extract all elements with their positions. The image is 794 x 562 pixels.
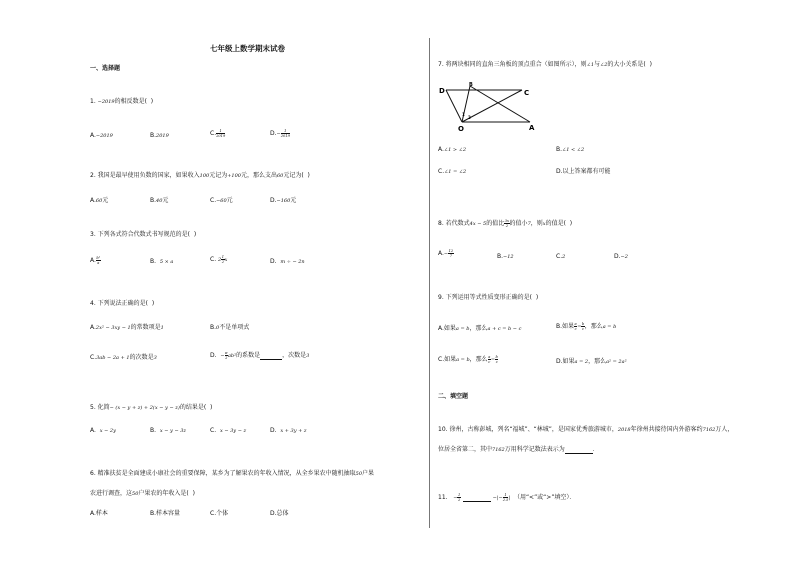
q8-option-c: C.2	[556, 253, 566, 260]
fig-label-angle-2: 2	[468, 115, 471, 120]
question-9: 9. 下列运用等式性质变形正确的是( )	[438, 294, 539, 301]
q9-option-a: A.如果a = b，那么a + c = b − c	[438, 325, 522, 332]
q4-option-b: B.0不是单项式	[210, 324, 250, 331]
question-8: 8. 若代数式4x − 5的值比 $\frac{3x}{2}$ 的值小7，则x的值是( )	[438, 219, 573, 228]
q2-option-b: B.40元	[150, 197, 169, 204]
question-4: 4. 下列说法正确的是( )	[90, 300, 155, 307]
q4-option-c: C.3ab − 2a + 1的次数是3	[90, 354, 157, 361]
q1-option-b: B.2019	[150, 132, 169, 139]
column-divider	[429, 38, 430, 528]
q1-expr: −2019	[97, 99, 115, 105]
question-6-line-1: 6. 精准扶贫是全面建成小康社会的重要保障，某乡为了解果农的年收入情况，从全乡果农中随机抽取50户果	[90, 470, 375, 477]
q3-option-c: C. 2 $\frac{1}{2}$ x	[210, 255, 228, 264]
q7-option-c: C.∠1 = ∠2	[438, 168, 467, 175]
q8-option-d: D.−2	[614, 253, 628, 260]
question-7: 7. 将两块相同的直角三角板的顶点重合（如图所示），则∠1与∠2的大小关系是( )	[438, 61, 652, 68]
q1-option-a: A.−2019	[90, 132, 113, 139]
q11-answer-blank[interactable]	[463, 495, 491, 502]
q5-option-b: B. x − y − 3z	[150, 427, 187, 434]
q8-option-a: A.− $\frac{12}{7}$	[438, 249, 454, 258]
q1-option-d: D.− $\frac{1}{2019}$	[270, 129, 290, 138]
question-11: 11. − $\frac{1}{2}$ −|− $\frac{1}{2.5}$ | （用“<”或“>”填空）．	[438, 493, 576, 502]
fig-label-d: D	[439, 87, 445, 95]
q1-number: 1.	[90, 98, 96, 105]
fig-line-ba	[470, 86, 530, 122]
q6-option-b: B.样本容量	[150, 510, 181, 517]
q3-option-d: D. m ÷ − 2n	[270, 258, 305, 265]
fig-label-c: C	[524, 89, 530, 97]
q2-option-d: D.−160元	[270, 197, 297, 204]
q4-option-a: A.2x² − 3xy − 1的常数项是1	[90, 324, 164, 331]
section-heading-choice: 一、选择题	[90, 65, 121, 72]
fig-label-b: B	[469, 82, 473, 88]
q1-text: 的相反数是(	[114, 98, 147, 105]
q1-close: )	[150, 98, 154, 105]
question-5: 5. 化简− (x − y + z) + 2(x − y − z)的结果是( )	[90, 404, 213, 411]
question-6-line-2: 农进行调查，这50户果农的年收入是( )	[90, 490, 195, 497]
fig-label-o: O	[458, 125, 464, 133]
q9-option-d: D.如果a = 2，那么a² = 2a²	[556, 358, 627, 365]
q7-option-a: A.∠1 > ∠2	[438, 146, 467, 153]
q2-option-a: A.60元	[90, 197, 109, 204]
question-1	[90, 98, 153, 106]
fig-label-a: A	[529, 124, 535, 132]
q10-answer-blank[interactable]	[565, 447, 593, 454]
q6-option-a: A.样本	[90, 510, 108, 517]
question-2: 2. 我国是最早使用负数的国家，如果收入100元记为+100元，那么支出60元记为( )	[90, 172, 310, 179]
q6-option-c: C.个体	[210, 510, 229, 517]
q7-option-b: B.∠1 < ∠2	[556, 146, 585, 153]
q4-option-d: D. − $\frac{\pi}{2}$ ab²的系数是 ，次数是3	[210, 351, 310, 360]
question-10-line-1: 10. 徐州，古称彭城，列名“福城”、“林城”，是国家优秀旅游城市，2018年徐州共接待国内外游客约7162万人，	[438, 426, 734, 433]
q7-triangle-figure	[436, 82, 548, 134]
q5-option-a: A. x − 2y	[90, 427, 116, 434]
q2-option-c: C.−60元	[210, 197, 233, 204]
q9-option-c: C.如果a = b，那么 $\frac{a}{c}$ = $\frac{b}{c}$	[438, 355, 498, 364]
q6-option-d: D.总体	[270, 510, 289, 517]
question-3: 3. 下列各式符合代数式书写规范的是( )	[90, 231, 197, 238]
q1-option-c: C. $\frac{1}{2019}$	[210, 129, 226, 138]
q7-option-d: D.以上答案都有可能	[556, 168, 611, 175]
q9-option-b: B.如果 $\frac{a}{c}$ = $\frac{b}{c}$ ，那么a = b	[556, 322, 617, 331]
fig-label-angle-1: 1	[462, 112, 465, 117]
fig-line-oc	[462, 90, 522, 122]
page-title: 七年级上数学期末试卷	[210, 44, 285, 53]
fig-line-do	[446, 90, 462, 122]
section-heading-fill: 二、填空题	[438, 393, 469, 400]
q5-option-c: C. x − 3y − z	[210, 427, 247, 434]
q3-option-b: B. 5 × a	[150, 258, 174, 265]
q8-option-b: B.−12	[497, 253, 514, 260]
q3-option-a: A. $\frac{\text{b²}}{a}$	[90, 256, 101, 265]
q5-option-d: D. x + 3y + z	[270, 427, 307, 434]
question-10-line-2: 位居全省第二，其中7162万用科学记数法表示为 ．	[438, 446, 599, 453]
